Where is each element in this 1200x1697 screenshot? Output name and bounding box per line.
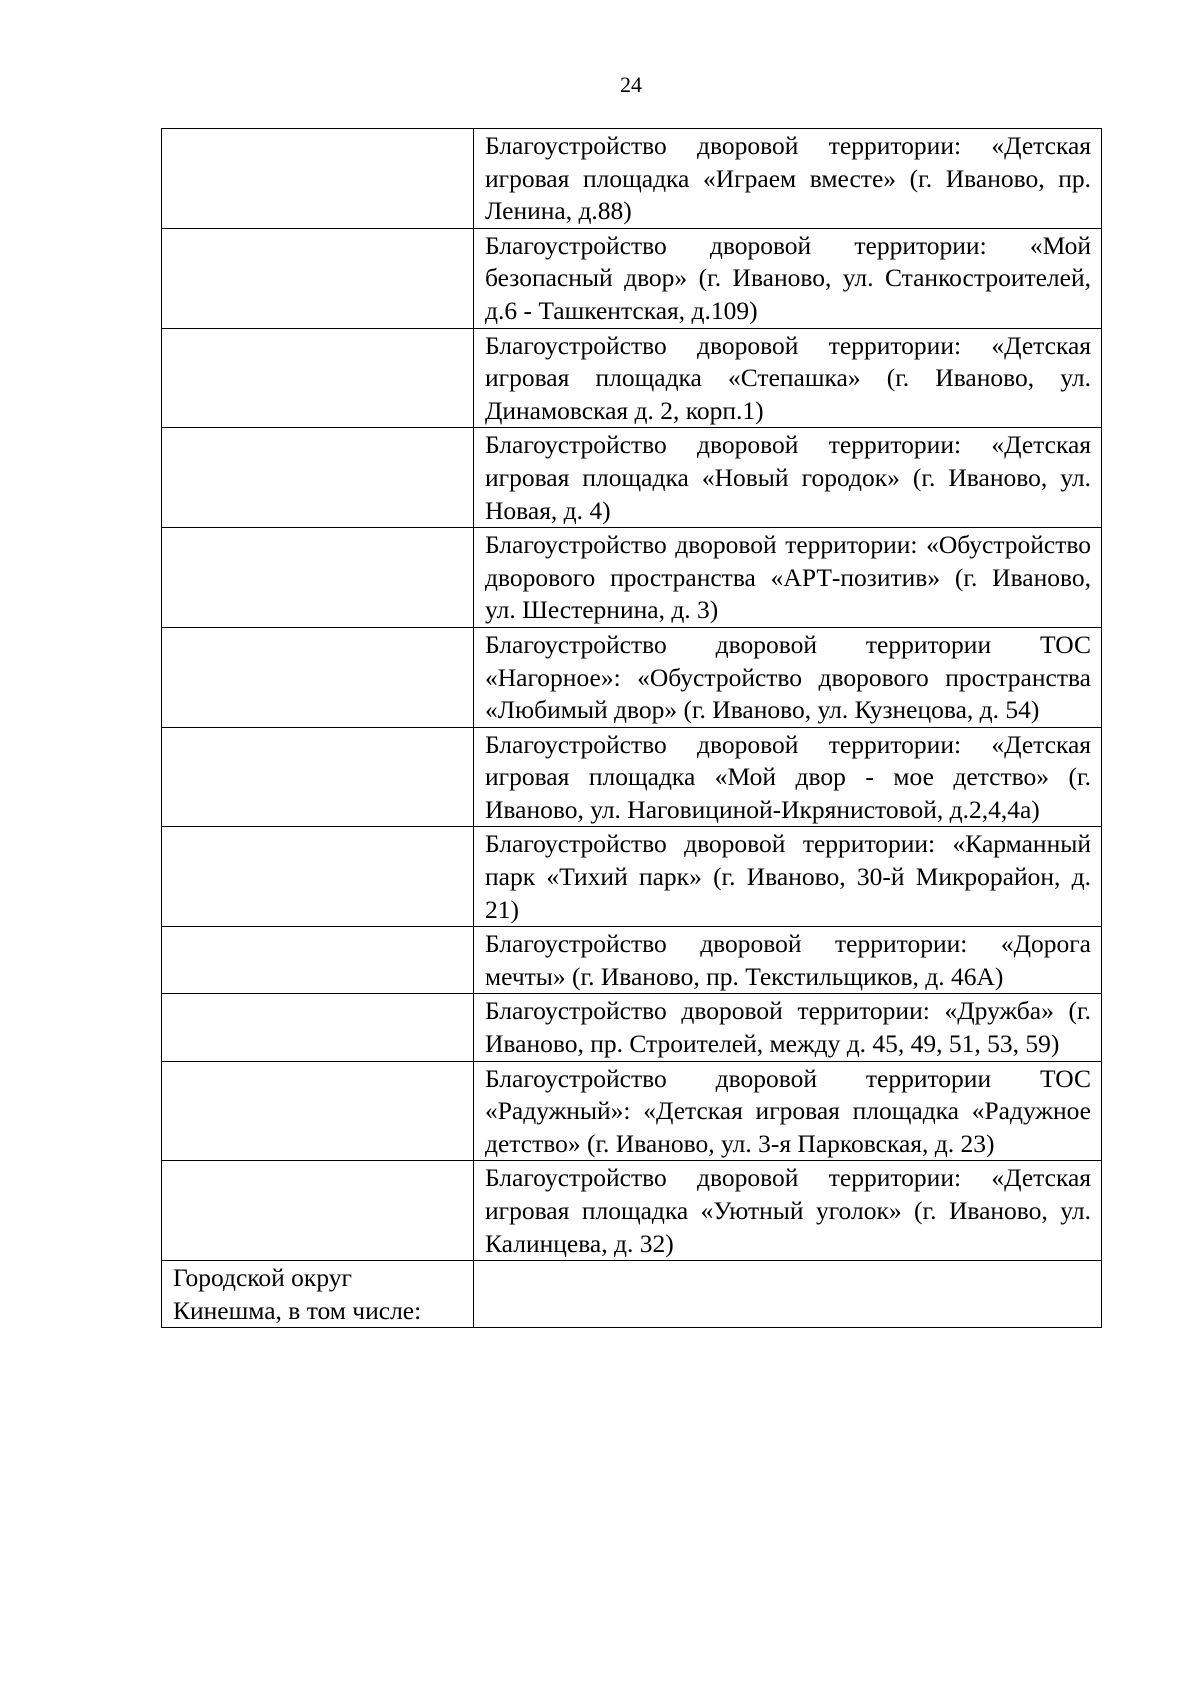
project-description-cell: Благоустройство дворовой территории: «Карманный парк «Тихий парк» (г. Иваново, 30-й Микрорайон, д. 21)	[474, 827, 1102, 927]
page-number: 24	[620, 72, 642, 97]
region-cell	[162, 1161, 474, 1261]
project-description-cell: Благоустройство дворовой территории: «Мой безопасный двор» (г. Иваново, ул. Станкостроителей, д.6 - Ташкентская, д.109)	[474, 228, 1102, 328]
project-description-cell: Благоустройство дворовой территории: «Детская игровая площадка «Новый городок» (г. Иваново, ул. Новая, д. 4)	[474, 428, 1102, 528]
project-description-cell	[474, 1261, 1102, 1328]
region-cell	[162, 528, 474, 628]
project-description-cell: Благоустройство дворовой территории: «Дружба» (г. Иваново, пр. Строителей, между д. 45, 49, 51, 53, 59)	[474, 994, 1102, 1061]
table-row	[162, 1061, 1102, 1161]
region-cell	[162, 727, 474, 827]
region-cell	[162, 228, 474, 328]
project-description-cell: Благоустройство дворовой территории: «Детская игровая площадка «Степашка» (г. Иваново, ул. Динамовская д. 2, корп.1)	[474, 328, 1102, 428]
table-row	[162, 927, 1102, 994]
table-row	[162, 328, 1102, 428]
region-cell	[162, 827, 474, 927]
region-cell	[162, 927, 474, 994]
project-description-cell: Благоустройство дворовой территории: «Детская игровая площадка «Мой двор - мое детство» (г. Иваново, ул. Наговициной-Икрянистовой, д.2,4,4а)	[474, 727, 1102, 827]
table-row	[162, 1261, 1102, 1328]
region-cell	[162, 994, 474, 1061]
table-row	[162, 627, 1102, 727]
project-description-cell: Благоустройство дворовой территории: «Дорога мечты» (г. Иваново, пр. Текстильщиков, д. 46А)	[474, 927, 1102, 994]
region-cell	[162, 129, 474, 229]
region-cell	[162, 1061, 474, 1161]
table-row	[162, 129, 1102, 229]
table-row	[162, 528, 1102, 628]
project-description-cell: Благоустройство дворовой территории ТОС «Нагорное»: «Обустройство дворового пространства «Любимый двор» (г. Иваново, ул. Кузнецова, д. 54)	[474, 627, 1102, 727]
project-description-cell: Благоустройство дворовой территории: «Обустройство дворового пространства «АРТ-позитив» (г. Иваново, ул. Шестернина, д. 3)	[474, 528, 1102, 628]
table-row	[162, 827, 1102, 927]
project-description-cell: Благоустройство дворовой территории: «Детская игровая площадка «Уютный уголок» (г. Иваново, ул. Калинцева, д. 32)	[474, 1161, 1102, 1261]
region-cell	[162, 627, 474, 727]
region-cell: Городской округ Кинешма, в том числе:	[162, 1261, 474, 1328]
table-row	[162, 727, 1102, 827]
table-row	[162, 1161, 1102, 1261]
project-description-cell: Благоустройство дворовой территории ТОС «Радужный»: «Детская игровая площадка «Радужное детство» (г. Иваново, ул. 3-я Парковская, д. 23)	[474, 1061, 1102, 1161]
project-description-cell: Благоустройство дворовой территории: «Детская игровая площадка «Играем вместе» (г. Иваново, пр. Ленина, д.88)	[474, 129, 1102, 229]
projects-table	[161, 128, 1102, 1328]
region-cell	[162, 428, 474, 528]
table-row	[162, 994, 1102, 1061]
table-row	[162, 228, 1102, 328]
region-cell	[162, 328, 474, 428]
table-row	[162, 428, 1102, 528]
